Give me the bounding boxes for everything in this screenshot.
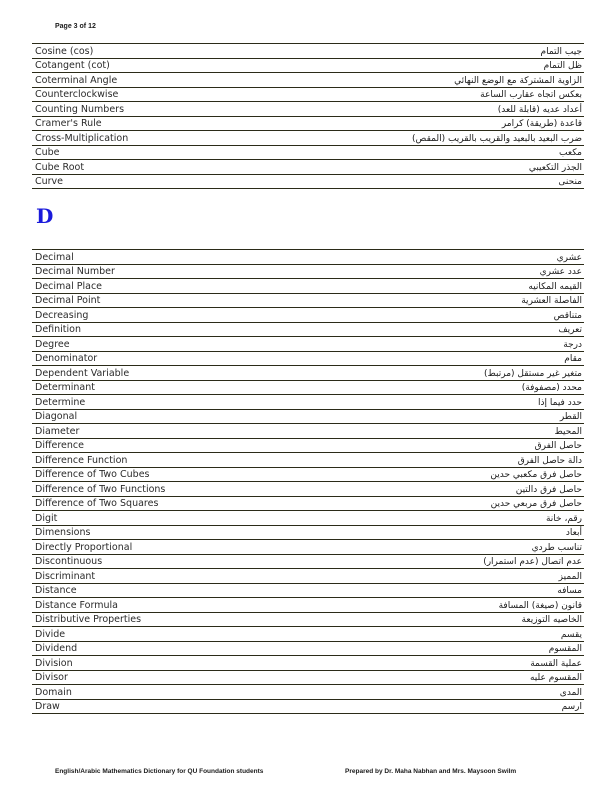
arabic-term: دالة حاصل الفرق [517, 455, 582, 466]
glossary-row [32, 439, 584, 454]
glossary-row [32, 175, 584, 190]
arabic-term: المميز [558, 571, 582, 582]
glossary-row [32, 453, 584, 468]
arabic-term: قاعدة (طريقة) كرامر [501, 119, 582, 129]
arabic-term: عدم اتصال (عدم استمرار) [483, 557, 582, 567]
glossary-row [32, 294, 584, 309]
arabic-term: عدد عشري [539, 267, 582, 277]
english-term: Cosine (cos) [35, 45, 94, 57]
english-term: Diameter [35, 425, 80, 437]
english-term: Definition [35, 324, 82, 335]
glossary-row [32, 337, 584, 352]
english-term: Distance Formula [35, 599, 118, 611]
english-term: Domain [35, 686, 72, 698]
arabic-term: المحيط [554, 426, 582, 437]
glossary-row [32, 511, 584, 526]
page-number: Page 3 of 12 [55, 23, 96, 30]
glossary-row [32, 555, 584, 570]
glossary-row [32, 43, 584, 59]
glossary-row [32, 265, 584, 280]
arabic-term: منحنى [558, 177, 582, 187]
english-term: Coterminal Angle [35, 74, 118, 86]
arabic-term: يقسم [560, 629, 582, 640]
glossary-row [32, 88, 584, 103]
english-term: Counting Numbers [35, 103, 125, 115]
english-term: Cotangent (cot) [35, 60, 110, 71]
glossary-row [32, 117, 584, 132]
glossary-row [32, 685, 584, 700]
english-term: Directly Proportional [35, 541, 133, 553]
glossary-row [32, 381, 584, 396]
arabic-term: تناسب طردي [531, 542, 582, 553]
arabic-term: محدد (مصفوفة) [521, 383, 582, 393]
glossary-row [32, 249, 584, 265]
english-term: Cross-Multiplication [35, 132, 129, 144]
arabic-term: حاصل فرق مربعي حدين [490, 499, 582, 509]
glossary-row [32, 59, 584, 74]
glossary-row [32, 279, 584, 294]
glossary-row [32, 613, 584, 628]
arabic-term: تعريف [558, 325, 582, 335]
arabic-term: حدد فيما إذا [538, 397, 582, 408]
english-term: Dividend [35, 643, 78, 654]
glossary-row [32, 131, 584, 146]
glossary-table-c [32, 43, 584, 189]
arabic-term: ظل التمام [543, 61, 582, 71]
english-term: Dimensions [35, 527, 91, 538]
arabic-term: مكعب [559, 148, 582, 158]
glossary-row [32, 146, 584, 161]
arabic-term: أعداد عديه (قابلة للعد) [497, 104, 582, 115]
english-term: Difference of Two Squares [35, 498, 159, 509]
arabic-term: بعكس اتجاه عقارب الساعة [480, 90, 582, 100]
arabic-term: متناقص [553, 310, 582, 321]
arabic-term: عملية القسمة [530, 658, 582, 669]
english-term: Degree [35, 338, 70, 350]
glossary-row [32, 410, 584, 425]
arabic-term: حاصل الفرق [534, 441, 582, 451]
arabic-term: القيمه المكانيه [528, 281, 582, 292]
glossary-row [32, 497, 584, 512]
glossary-row [32, 656, 584, 671]
english-term: Determinant [35, 382, 95, 393]
english-term: Difference of Two Cubes [35, 469, 150, 480]
english-term: Digit [35, 512, 58, 524]
glossary-row [32, 395, 584, 410]
glossary-row [32, 366, 584, 381]
english-term: Decreasing [35, 309, 89, 321]
english-term: Decimal [35, 251, 74, 263]
english-term: Divisor [35, 672, 68, 683]
arabic-term: ضرب البعيد بالبعيد والقريب بالقريب (المقص) [412, 133, 582, 144]
english-term: Cramer's Rule [35, 118, 102, 129]
english-term: Distance [35, 585, 77, 596]
arabic-term: رقم، خانة [545, 513, 582, 524]
glossary-row [32, 642, 584, 657]
footer-authors: Prepared by Dr. Maha Nabhan and Mrs. Maysoon Swilm [345, 768, 517, 775]
english-term: Denominator [35, 353, 98, 364]
glossary-table-d [32, 249, 584, 714]
arabic-term: أبعاد [565, 528, 582, 538]
english-term: Decimal Number [35, 266, 115, 277]
arabic-term: عشري [556, 252, 582, 263]
glossary-row [32, 598, 584, 613]
glossary-row [32, 424, 584, 439]
glossary-row [32, 323, 584, 338]
english-term: Cube [35, 147, 60, 158]
english-term: Division [35, 657, 73, 669]
arabic-term: الزاوية المشتركة مع الوضع النهائي [454, 75, 582, 86]
glossary-row [32, 482, 584, 497]
glossary-row [32, 73, 584, 88]
english-term: Difference Function [35, 454, 128, 466]
english-term: Discontinuous [35, 556, 103, 567]
english-term: Discriminant [35, 570, 96, 582]
english-term: Dependent Variable [35, 367, 130, 379]
english-term: Curve [35, 176, 64, 187]
arabic-term: مقام [564, 354, 582, 364]
glossary-row [32, 584, 584, 599]
section-letter-heading: D [36, 204, 54, 228]
english-term: Determine [35, 396, 86, 408]
footer-title: English/Arabic Mathematics Dictionary for QU Foundation students [55, 768, 264, 775]
glossary-row [32, 160, 584, 175]
glossary-row [32, 540, 584, 555]
english-term: Draw [35, 701, 60, 712]
arabic-term: الفاصلة العشرية [521, 296, 582, 306]
glossary-row [32, 569, 584, 584]
glossary-row [32, 627, 584, 642]
glossary-row [32, 700, 584, 715]
arabic-term: القطر [559, 412, 582, 422]
english-term: Decimal Place [35, 280, 103, 292]
english-term: Difference of Two Functions [35, 483, 166, 495]
glossary-row [32, 308, 584, 323]
arabic-term: الخاصيه التوزيعة [521, 615, 582, 625]
arabic-term: الجذر التكعيبي [528, 162, 582, 173]
english-term: Distributive Properties [35, 614, 142, 625]
english-term: Decimal Point [35, 295, 101, 306]
arabic-term: قانون (صيغة) المسافة [498, 600, 582, 611]
arabic-term: مسافه [557, 586, 582, 596]
arabic-term: جيب التمام [540, 46, 582, 57]
arabic-term: المقسوم [548, 644, 582, 654]
arabic-term: المقسوم عليه [529, 673, 582, 683]
arabic-term: حاصل فرق مكعبي حدين [490, 470, 582, 480]
arabic-term: ارسم [561, 702, 582, 712]
arabic-term: درجة [563, 339, 582, 350]
glossary-row [32, 526, 584, 541]
arabic-term: المدى [559, 687, 582, 698]
glossary-row [32, 468, 584, 483]
english-term: Difference [35, 440, 84, 451]
arabic-term: متغير غير مستقل (مرتبط) [483, 368, 582, 379]
english-term: Divide [35, 628, 66, 640]
glossary-row [32, 671, 584, 686]
english-term: Diagonal [35, 411, 78, 422]
english-term: Counterclockwise [35, 89, 119, 100]
glossary-row [32, 102, 584, 117]
arabic-term: حاصل فرق دالتين [515, 484, 582, 495]
glossary-row [32, 352, 584, 367]
english-term: Cube Root [35, 161, 85, 173]
